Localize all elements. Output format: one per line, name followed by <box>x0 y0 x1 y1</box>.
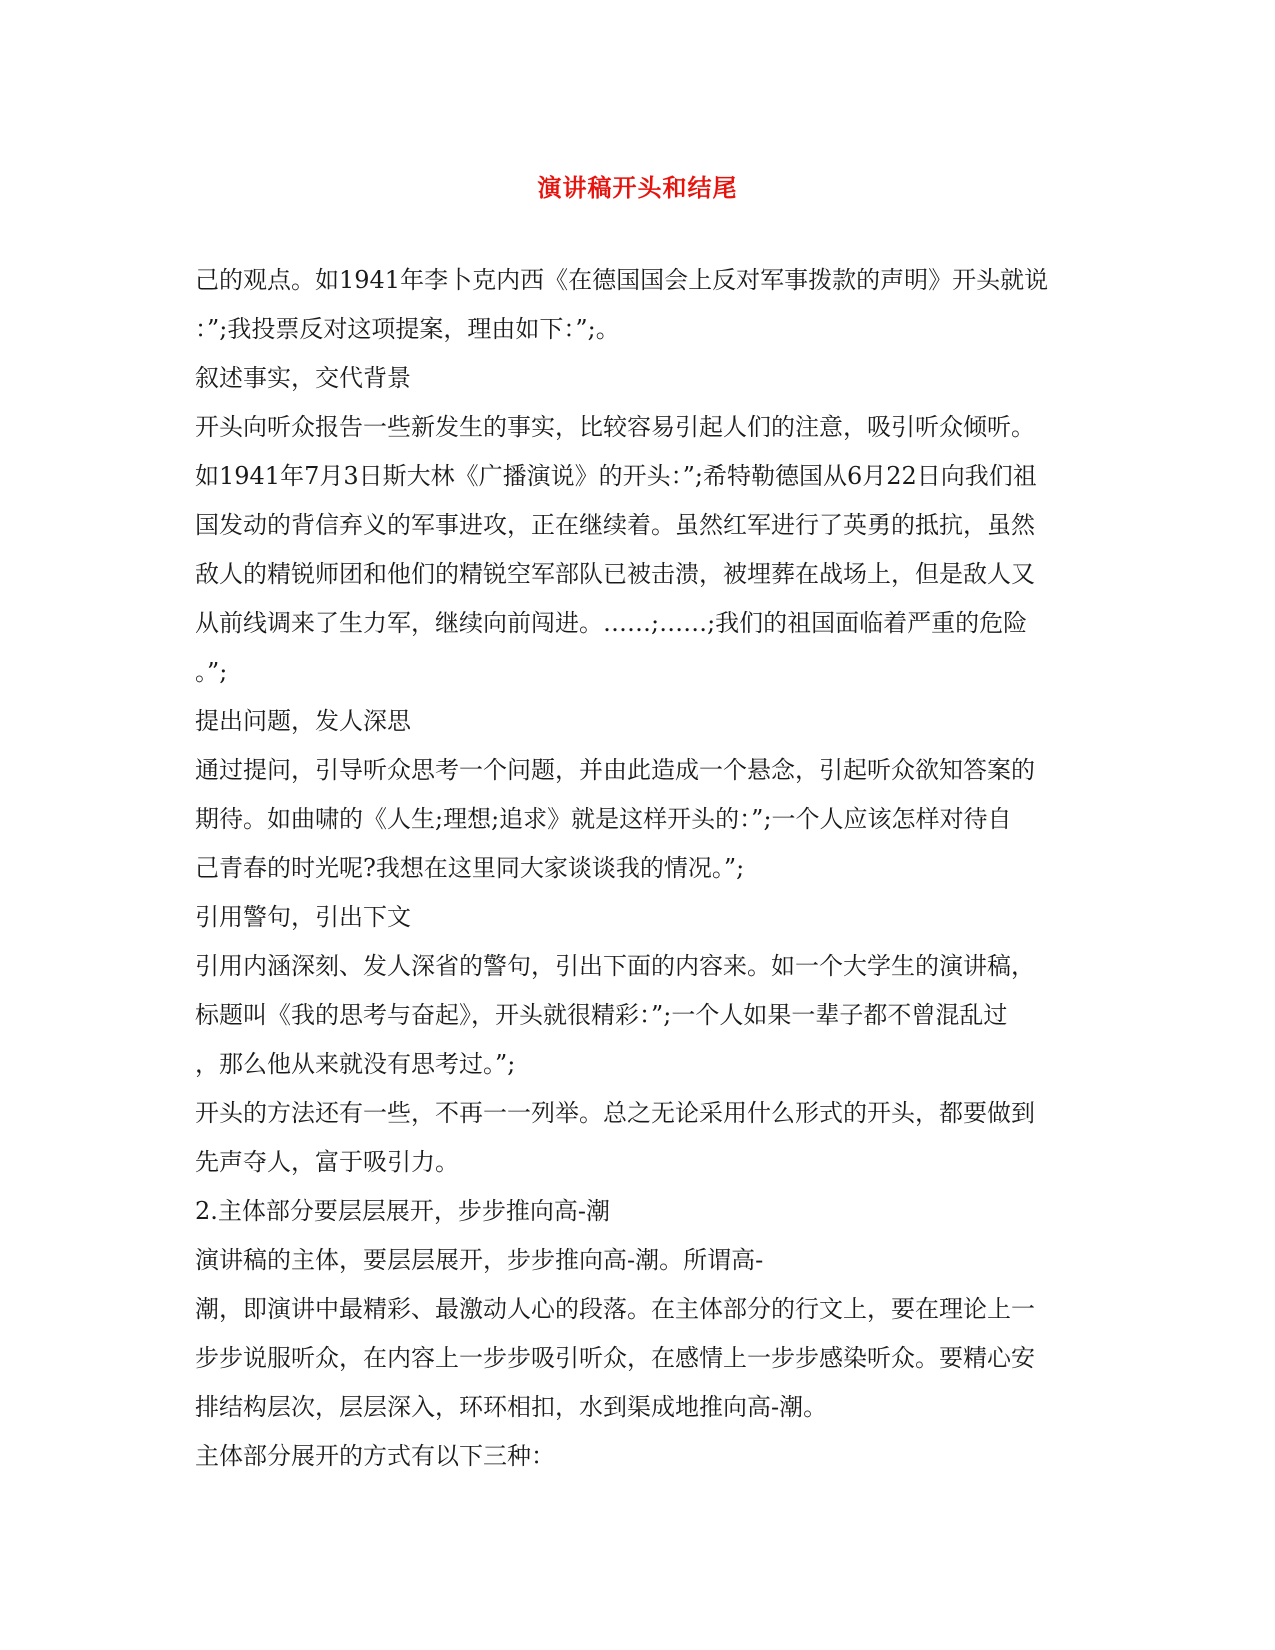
document-title: 演讲稿开头和结尾 <box>537 173 738 202</box>
text-line: 如1941年7月3日斯大林《广播演说》的开头：”;希特勒德国从6月22日向我们祖 <box>195 462 1037 490</box>
text-line: 。”; <box>195 658 228 686</box>
section-heading: 引用警句，引出下文 <box>195 903 411 931</box>
text-line: 国发动的背信弃义的军事进攻，正在继续着。虽然红军进行了英勇的抵抗，虽然 <box>195 511 1035 539</box>
text-line: 己青春的时光呢?我想在这里同大家谈谈我的情况。”; <box>195 854 745 882</box>
text-line: 先声夺人，富于吸引力。 <box>195 1148 459 1176</box>
text-line: 步步说服听众，在内容上一步步吸引听众，在感情上一步步感染听众。要精心安 <box>195 1344 1035 1372</box>
text-line: 敌人的精锐师团和他们的精锐空军部队已被击溃，被埋葬在战场上，但是敌人又 <box>195 560 1035 588</box>
text-line: ，那么他从来就没有思考过。”; <box>195 1050 516 1078</box>
text-line: 主体部分展开的方式有以下三种： <box>195 1442 555 1470</box>
document-body <box>195 262 1095 1487</box>
text-line: 开头的方法还有一些，不再一一列举。总之无论采用什么形式的开头，都要做到 <box>195 1099 1035 1127</box>
text-line: 引用内涵深刻、发人深省的警句，引出下面的内容来。如一个大学生的演讲稿， <box>195 952 1035 980</box>
text-line: 己的观点。如1941年李卜克内西《在德国国会上反对军事拨款的声明》开头就说 <box>195 266 1049 294</box>
text-line: 排结构层次，层层深入，环环相扣，水到渠成地推向高-潮。 <box>195 1393 828 1421</box>
text-line: ：”;我投票反对这项提案，理由如下：”;。 <box>195 315 620 343</box>
text-line: 通过提问，引导听众思考一个问题，并由此造成一个悬念，引起听众欲知答案的 <box>195 756 1035 784</box>
text-line: 期待。如曲啸的《人生;理想;追求》就是这样开头的：”;一个人应该怎样对待自 <box>195 805 1012 833</box>
text-line: 演讲稿的主体，要层层展开，步步推向高-潮。所谓高- <box>195 1246 764 1274</box>
section-heading: 2.主体部分要层层展开，步步推向高-潮 <box>195 1197 611 1225</box>
text-line: 潮，即演讲中最精彩、最激动人心的段落。在主体部分的行文上，要在理论上一 <box>195 1295 1035 1323</box>
section-heading: 叙述事实，交代背景 <box>195 364 411 392</box>
text-line: 开头向听众报告一些新发生的事实，比较容易引起人们的注意，吸引听众倾听。 <box>195 413 1035 441</box>
text-line: 标题叫《我的思考与奋起》，开头就很精彩：”;一个人如果一辈子都不曾混乱过 <box>195 1001 1008 1029</box>
section-heading: 提出问题，发人深思 <box>195 707 411 735</box>
text-line: 从前线调来了生力军，继续向前闯进。……;……;我们的祖国面临着严重的危险 <box>195 609 1028 637</box>
